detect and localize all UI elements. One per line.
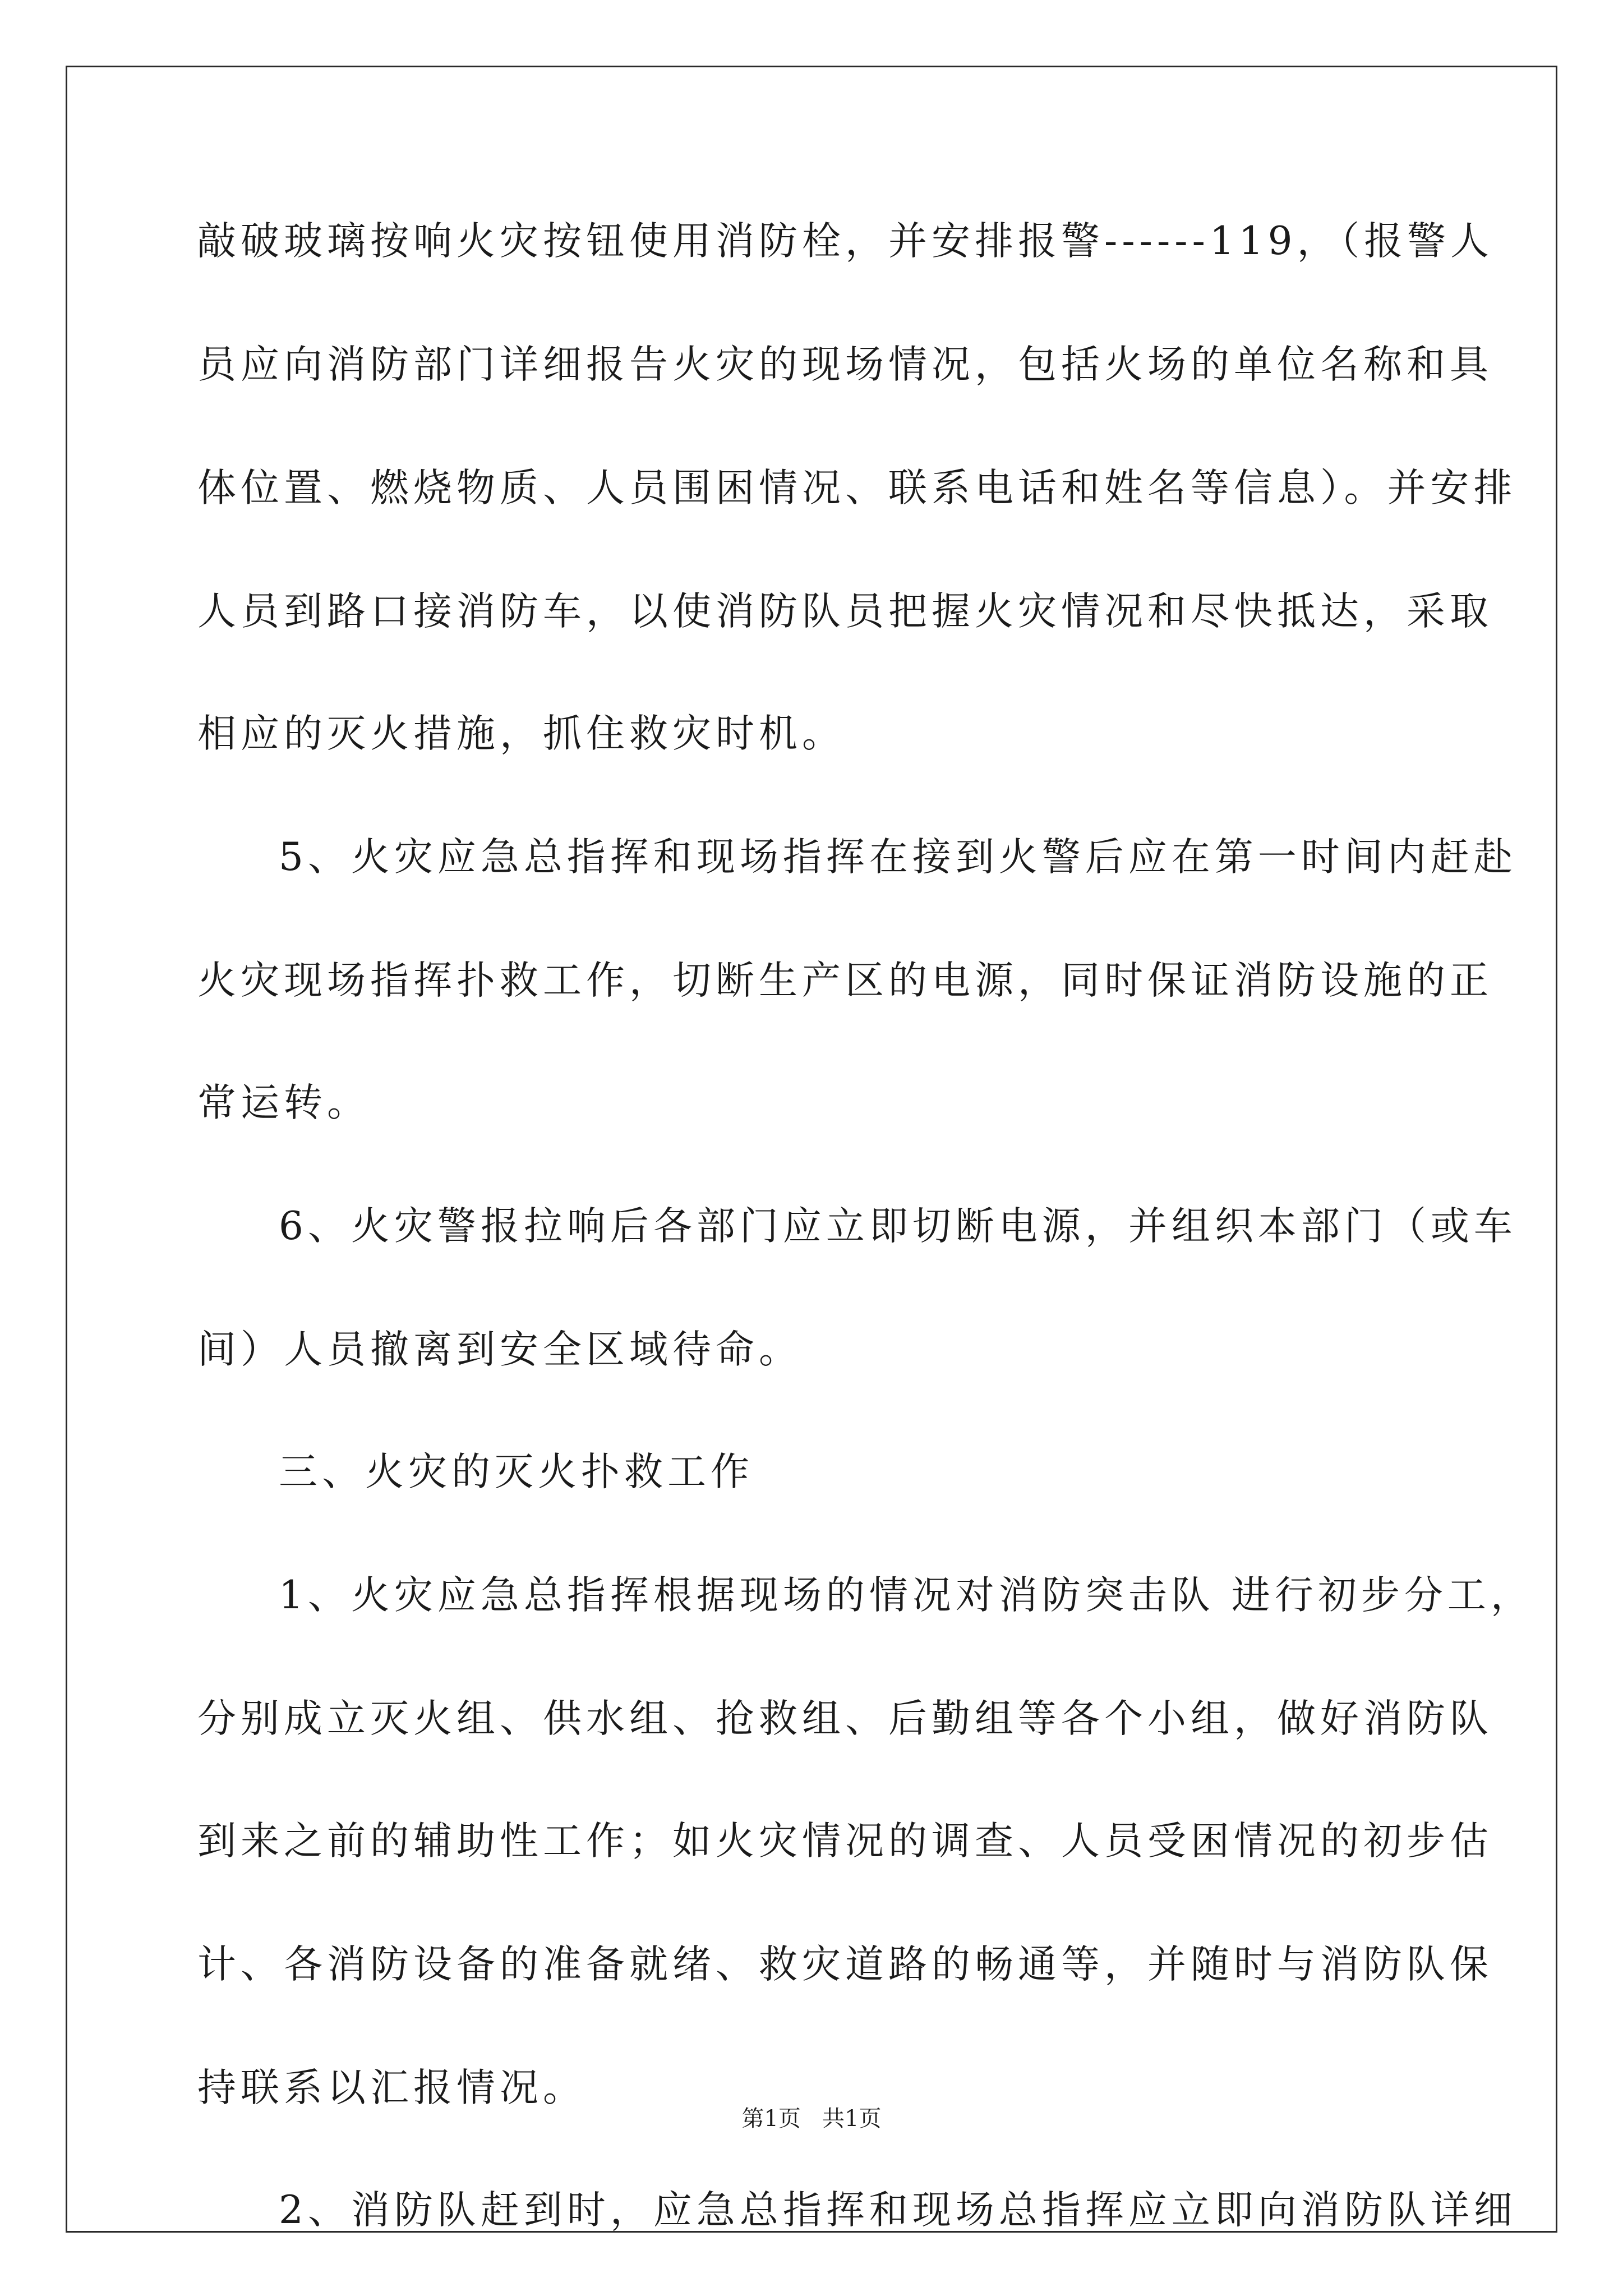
text-line-8: 常运转。 (197, 1080, 370, 1125)
text-line-15: 计、各消防设备的准备就绪、救灾道路的畅通等，并随时与消防队保 (197, 1942, 1493, 1987)
text-line-6: 5、火灾应急总指挥和现场指挥在接到火警后应在第一时间内赶赴 (279, 835, 1517, 880)
section-heading: 三、火灾的灭火扑救工作 (279, 1450, 754, 1494)
text-line-17: 2、消防队赶到时，应急总指挥和现场总指挥应立即向消防队详细 (279, 2188, 1517, 2233)
text-line-5: 相应的灭火措施，抓住救灾时机。 (197, 711, 845, 756)
text-line-3: 体位置、燃烧物质、人员围困情况、联系电话和姓名等信息）。并安排 (197, 466, 1517, 510)
text-line-2: 员应向消防部门详细报告火灾的现场情况，包括火场的单位名称和具 (197, 342, 1493, 387)
text-line-7: 火灾现场指挥扑救工作，切断生产区的电源，同时保证消防设施的正 (197, 958, 1493, 1003)
text-line-9: 6、火灾警报拉响后各部门应立即切断电源，并组织本部门（或车 (279, 1204, 1517, 1249)
text-line-10: 间）人员撤离到安全区域待命。 (197, 1327, 802, 1372)
text-line-13: 分别成立灭火组、供水组、抢救组、后勤组等各个小组，做好消防队 (197, 1696, 1493, 1741)
text-line-16: 持联系以汇报情况。 (197, 2065, 586, 2110)
text-line-4: 人员到路口接消防车，以使消防队员把握火灾情况和尽快抵达，采取 (197, 589, 1493, 634)
text-line-14: 到来之前的辅助性工作；如火灾情况的调查、人员受困情况的初步估 (197, 1819, 1493, 1864)
text-line-12: 1、火灾应急总指挥根据现场的情况对消防突击队 进行初步分工， (279, 1573, 1534, 1618)
page-number-footer: 第1页 共1页 (741, 2106, 882, 2132)
text-line-1: 敲破玻璃按响火灾按钮使用消防栓，并安排报警------119，（报警人 (197, 219, 1494, 264)
